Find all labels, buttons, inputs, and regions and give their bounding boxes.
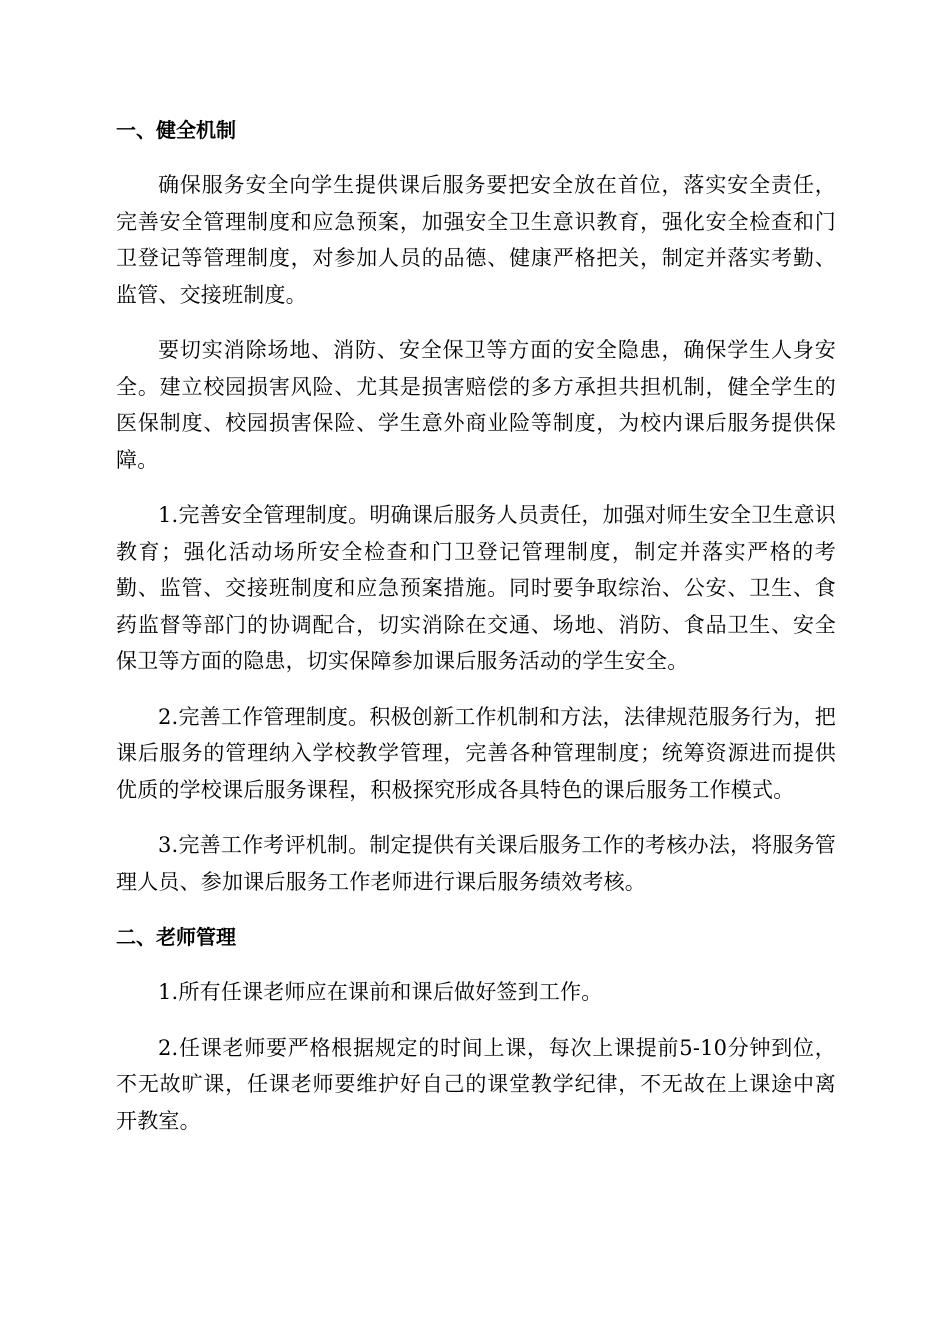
- paragraph: 1.所有任课老师应在课前和课后做好签到工作。: [158, 980, 603, 1004]
- section-heading-teacher-management: 二、老师管理: [116, 925, 236, 949]
- section-heading-mechanism: 一、健全机制: [116, 118, 236, 142]
- paragraph: 2.任课老师要严格根据规定的时间上课，每次上课提前5-10分钟到位，不无故旷课，任课老师要维护好自己的课堂教学纪律，不无故在上课途中离开教室。: [116, 1035, 836, 1133]
- paragraph: 2.完善工作管理制度。积极创新工作机制和方法，法律规范服务行为，把课后服务的管理纳入学校教学管理，完善各种管理制度；统筹资源进而提供优质的学校课后服务课程，积极探究形成各具特色的课后服务工作模式。: [116, 704, 836, 802]
- paragraph: 确保服务安全向学生提供课后服务要把安全放在首位，落实安全责任，完善安全管理制度和应急预案，加强安全卫生意识教育，强化安全检查和门卫登记等管理制度，对参加人员的品德、健康严格把关，制定并落实考勤、监管、交接班制度。: [116, 173, 836, 307]
- paragraph: 3.完善工作考评机制。制定提供有关课后服务工作的考核办法，将服务管理人员、参加课后服务工作老师进行课后服务绩效考核。: [116, 833, 836, 894]
- document-body: [116, 112, 836, 1158]
- paragraph: 1.完善安全管理制度。明确课后服务人员责任，加强对师生安全卫生意识教育；强化活动场所安全检查和门卫登记管理制度，制定并落实严格的考勤、监管、交接班制度和应急预案措施。同时要争取综治、公安、卫生、食药监督等部门的协调配合，切实消除在交通、场地、消防、食品卫生、安全保卫等方面的隐患，切实保障参加课后服务活动的学生安全。: [116, 503, 836, 673]
- paragraph: 要切实消除场地、消防、安全保卫等方面的安全隐患，确保学生人身安全。建立校园损害风险、尤其是损害赔偿的多方承担共担机制，健全学生的医保制度、校园损害保险、学生意外商业险等制度，为校内课后服务提供保障。: [116, 338, 836, 472]
